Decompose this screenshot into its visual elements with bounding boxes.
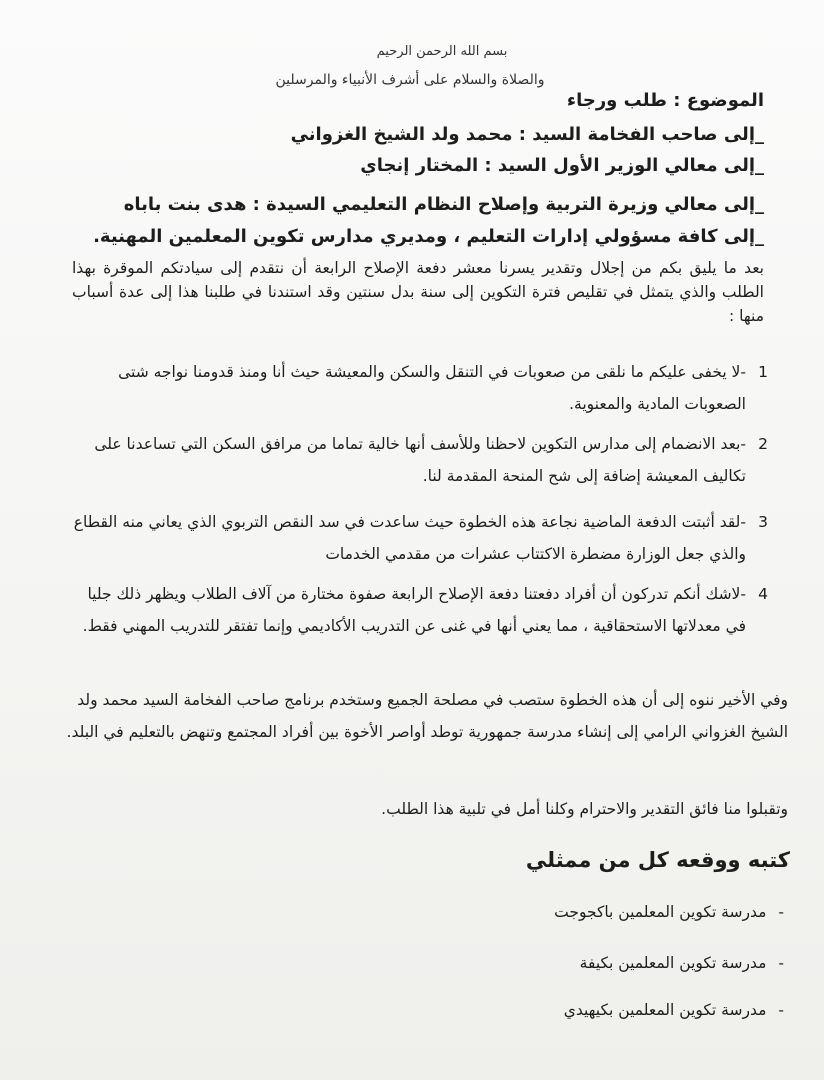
closing-paragraph: وفي الأخير ننوه إلى أن هذه الخطوة ستصب في مصلحة الجميع وستخدم برنامج صاحب الفخامة السيد محمد ولد الشيخ الغزواني الرامي إلى إنشاء مدرسة جمهورية توطد أواصر الأخوة بين أفراد المجتمع وتنهض بالتعليم في البلد. [66, 691, 788, 741]
signed-by-heading: كتبه ووقعه كل من ممثلي [525, 848, 790, 872]
reason-item [70, 578, 768, 642]
addressee-education-minister: _إلى معالي وزيرة التربية وإصلاح النظام التعليمي السيدة : هدى بنت باباه [123, 194, 764, 215]
reason-text: -لقد أثبتت الدفعة الماضية نجاعة هذه الخطوة حيث ساعدت في سد النقص التربوي الذي يعاني منه القطاع والذي جعل الوزارة مضطرة الاكتتاب عشرات من مقدمي الخدمات [73, 513, 746, 563]
reason-text: -بعد الانضمام إلى مدارس التكوين لاحظنا وللأسف أنها خالية تماما من مرافق السكن التي تساعدنا على تكاليف المعيشة إضافة إلى شح المنحة المقدمة لنا. [94, 435, 746, 485]
reason-number: 1 [758, 363, 768, 381]
school-name: مدرسة تكوين المعلمين بكيهيدي [563, 1001, 767, 1019]
reason-number: 4 [758, 585, 768, 603]
addressee-president: _إلى صاحب الفخامة السيد : محمد ولد الشيخ الغزواني [290, 124, 764, 145]
salat-line: والصلاة والسلام على أشرف الأنبياء والمرسلين [275, 72, 545, 88]
reason-text: -لا يخفى عليكم ما نلقى من صعوبات في التنقل والسكن والمعيشة حيث أنا ومنذ قدومنا نواجه شتى الصعوبات المادية والمعنوية. [118, 363, 746, 413]
subject-line: الموضوع : طلب ورجاء [566, 90, 764, 111]
addressee-education-officials: _إلى كافة مسؤولي إدارات التعليم ، ومديري مدارس تكوين المعلمين المهنية. [93, 226, 764, 247]
reason-number: 3 [758, 513, 768, 531]
school-name: مدرسة تكوين المعلمين باكجوجت [554, 903, 767, 921]
addressee-prime-minister: _إلى معالي الوزير الأول السيد : المختار إنجاي [360, 155, 764, 176]
school-item [554, 903, 784, 921]
reason-number: 2 [758, 435, 768, 453]
list-dash: - [778, 1001, 784, 1019]
reason-text: -لاشك أنكم تدركون أن أفراد دفعتنا دفعة الإصلاح الرابعة صفوة مختارة من آلاف الطلاب ويظهر ذلك جليا في معدلاتها الاستحقاقية ، مما يعني أنها في غنى عن التدريب الأكاديمي وإنما تفتقر للتدريب المهني فقط. [82, 585, 746, 635]
thanks-line: وتقبلوا منا فائق التقدير والاحترام وكلنا أمل في تلبية هذا الطلب. [381, 800, 788, 818]
list-dash: - [778, 954, 784, 972]
reason-item [70, 506, 768, 570]
reason-item [70, 428, 768, 492]
school-item [580, 954, 784, 972]
reason-item [70, 356, 768, 420]
school-name: مدرسة تكوين المعلمين بكيفة [579, 954, 767, 972]
list-dash: - [778, 903, 784, 921]
basmala: بسم الله الرحمن الرحيم [376, 44, 508, 59]
school-item [564, 1001, 784, 1019]
intro-paragraph: بعد ما يليق بكم من إجلال وتقدير يسرنا معشر دفعة الإصلاح الرابعة أن نتقدم إلى سيادتكم الموقرة بهذا الطلب والذي يتمثل في تقليص فترة التكوين إلى سنة بدل سنتين وقد استندنا في طلبنا هذا إلى عدة أسباب منها : [72, 259, 764, 325]
